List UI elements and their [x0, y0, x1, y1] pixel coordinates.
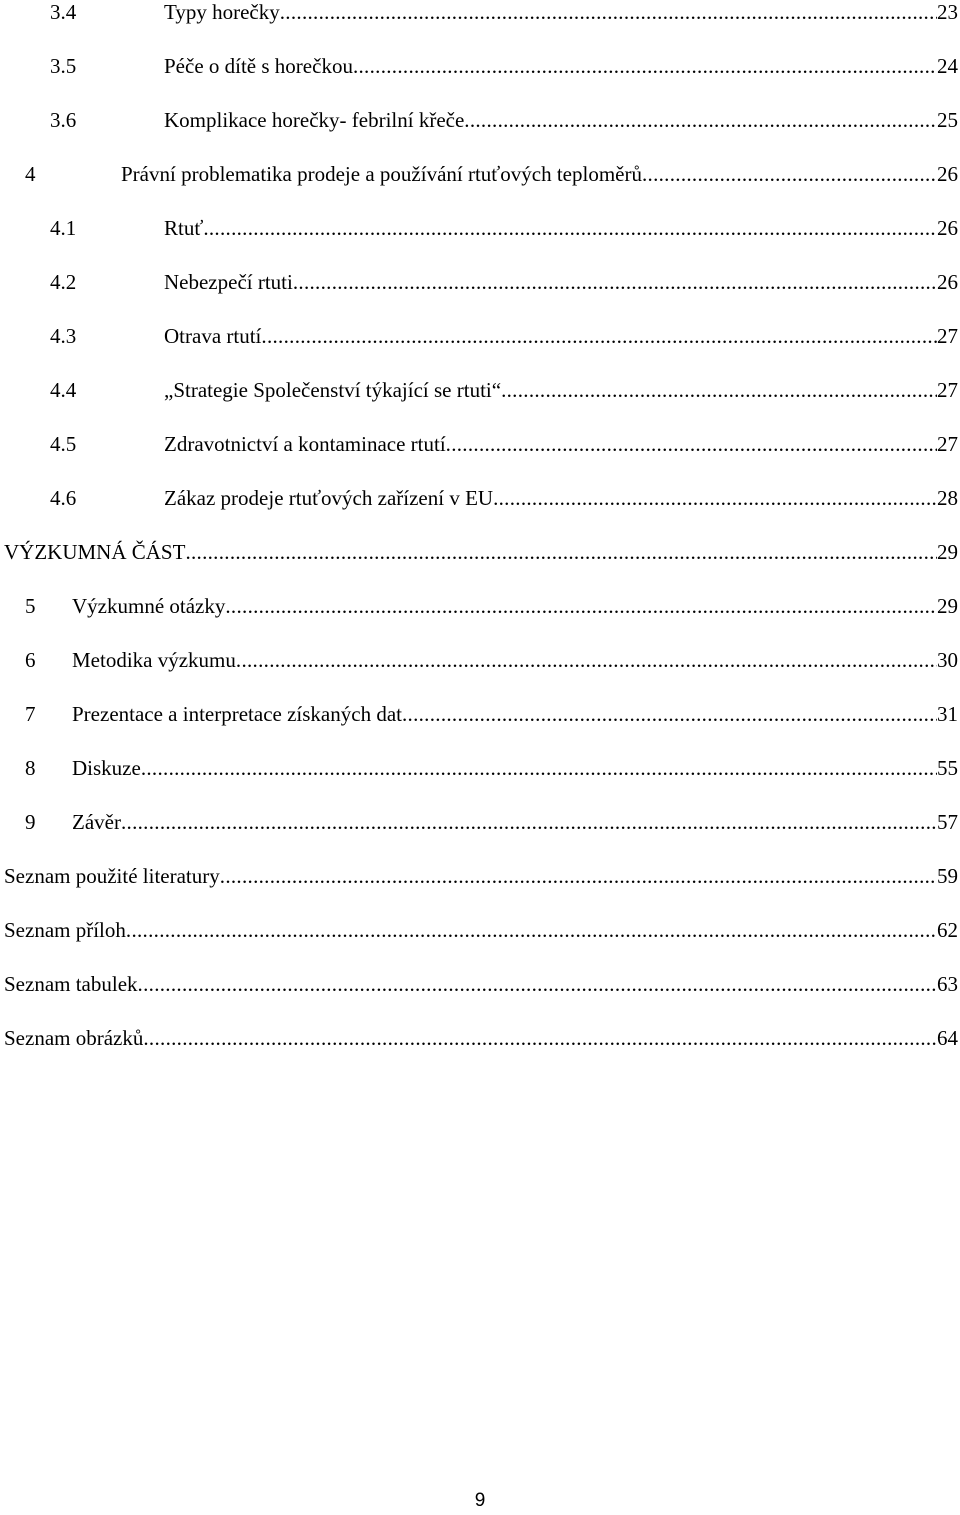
toc-dot-leader — [236, 645, 937, 675]
toc-dot-leader — [185, 537, 937, 567]
toc-entry-title: Komplikace horečky- febrilní křeče — [164, 108, 465, 132]
toc-dot-leader — [203, 213, 937, 243]
toc-entry-title: Zákaz prodeje rtuťových zařízení v EU — [164, 486, 494, 510]
toc-entry[interactable] — [4, 807, 958, 837]
toc-entry[interactable] — [4, 267, 958, 297]
toc-entry-page: 28 — [937, 486, 958, 510]
toc-entry-number: 4.2 — [50, 270, 77, 294]
toc-entry-page: 25 — [937, 108, 958, 132]
toc-dot-leader — [446, 429, 937, 459]
toc-entry[interactable] — [4, 51, 958, 81]
toc-entry-page: 64 — [937, 1026, 958, 1050]
page-number: 9 — [474, 1490, 486, 1511]
toc-entry[interactable] — [4, 969, 958, 999]
toc-entry-title: Typy horečky — [164, 0, 280, 24]
toc-dot-leader — [293, 267, 937, 297]
toc-dot-leader — [642, 159, 937, 189]
toc-entry[interactable] — [4, 915, 958, 945]
toc-entry-number: 4.1 — [50, 216, 77, 240]
toc-entry[interactable] — [4, 0, 958, 27]
toc-entry-page: 23 — [937, 0, 958, 24]
toc-entry[interactable] — [4, 105, 958, 135]
toc-entry-page: 29 — [937, 540, 958, 564]
toc-entry[interactable] — [4, 1023, 958, 1053]
toc-entry-title: Rtuť — [164, 216, 204, 240]
toc-entry-title: Právní problematika prodeje a používání rtuťových teploměrů — [121, 162, 642, 186]
toc-entry-page: 26 — [937, 162, 958, 186]
toc-entry-number: 4.5 — [50, 432, 77, 456]
toc-entry-page: 55 — [937, 756, 958, 780]
toc-entry-number: 3.6 — [50, 108, 77, 132]
toc-dot-leader — [225, 591, 937, 621]
toc-entry-title: Seznam použité literatury — [4, 864, 220, 888]
toc-entry-number: 3.4 — [50, 0, 77, 24]
toc-entry-page: 27 — [937, 378, 958, 402]
toc-entry-page: 30 — [937, 648, 958, 672]
toc-dot-leader — [143, 1023, 937, 1053]
toc-entry[interactable] — [4, 861, 958, 891]
toc-dot-leader — [280, 0, 937, 27]
toc-entry[interactable] — [4, 375, 958, 405]
toc-entry-title: „Strategie Společenství týkající se rtuti“ — [164, 378, 502, 402]
toc-entry-number: 9 — [25, 810, 36, 834]
toc-entry[interactable] — [4, 159, 958, 189]
toc-dot-leader — [261, 321, 937, 351]
toc-dot-leader — [464, 105, 937, 135]
toc-entry-page: 63 — [937, 972, 958, 996]
toc-entry-page: 27 — [937, 432, 958, 456]
toc-entry-title: Péče o dítě s horečkou — [164, 54, 353, 78]
toc-entry-title: Nebezpečí rtuti — [164, 270, 293, 294]
toc-entry-number: 6 — [25, 648, 36, 672]
toc-entry-number: 4 — [25, 162, 36, 186]
toc-entry-number: 4.3 — [50, 324, 77, 348]
toc-entry-page: 59 — [937, 864, 958, 888]
toc-entry-number: 3.5 — [50, 54, 77, 78]
toc-dot-leader — [121, 807, 937, 837]
toc-entry[interactable] — [4, 429, 958, 459]
toc-entry-page: 31 — [937, 702, 958, 726]
toc-entry-number: 8 — [25, 756, 36, 780]
toc-entry-title: Výzkumné otázky — [72, 594, 226, 618]
toc-entry-page: 26 — [937, 270, 958, 294]
toc-dot-leader — [402, 699, 937, 729]
toc-entry-number: 7 — [25, 702, 36, 726]
toc-entry-title: VÝZKUMNÁ ČÁST — [4, 540, 186, 564]
toc-dot-leader — [138, 969, 937, 999]
toc-dot-leader — [493, 483, 937, 513]
toc-entry[interactable] — [4, 753, 958, 783]
toc-entry[interactable] — [4, 213, 958, 243]
toc-entry[interactable] — [4, 591, 958, 621]
toc-entry-number: 4.6 — [50, 486, 77, 510]
toc-entry[interactable] — [4, 321, 958, 351]
toc-dot-leader — [141, 753, 937, 783]
toc-entry-page: 27 — [937, 324, 958, 348]
toc-dot-leader — [501, 375, 937, 405]
toc-entry[interactable] — [4, 645, 958, 675]
toc-dot-leader — [126, 915, 937, 945]
toc-entry-title: Otrava rtutí — [164, 324, 262, 348]
toc-entry-number: 4.4 — [50, 378, 77, 402]
toc-entry-title: Metodika výzkumu — [72, 648, 236, 672]
toc-entry[interactable] — [4, 699, 958, 729]
toc-entry-title: Prezentace a interpretace získaných dat — [72, 702, 402, 726]
toc-dot-leader — [353, 51, 937, 81]
toc-entry-page: 57 — [937, 810, 958, 834]
toc-entry-title: Seznam tabulek — [4, 972, 138, 996]
toc-entry-page: 29 — [937, 594, 958, 618]
toc-entry-title: Seznam obrázků — [4, 1026, 144, 1050]
toc-entry[interactable] — [4, 483, 958, 513]
toc-entry-page: 62 — [937, 918, 958, 942]
toc-entry-title: Diskuze — [72, 756, 141, 780]
toc-entry-page: 26 — [937, 216, 958, 240]
toc-entry-number: 5 — [25, 594, 36, 618]
toc-entry-title: Seznam příloh — [4, 918, 126, 942]
toc-entry-title: Závěr — [72, 810, 121, 834]
toc-dot-leader — [220, 861, 937, 891]
toc-entry-page: 24 — [937, 54, 958, 78]
toc-entry-title: Zdravotnictví a kontaminace rtutí — [164, 432, 446, 456]
toc-entry[interactable] — [4, 537, 958, 567]
